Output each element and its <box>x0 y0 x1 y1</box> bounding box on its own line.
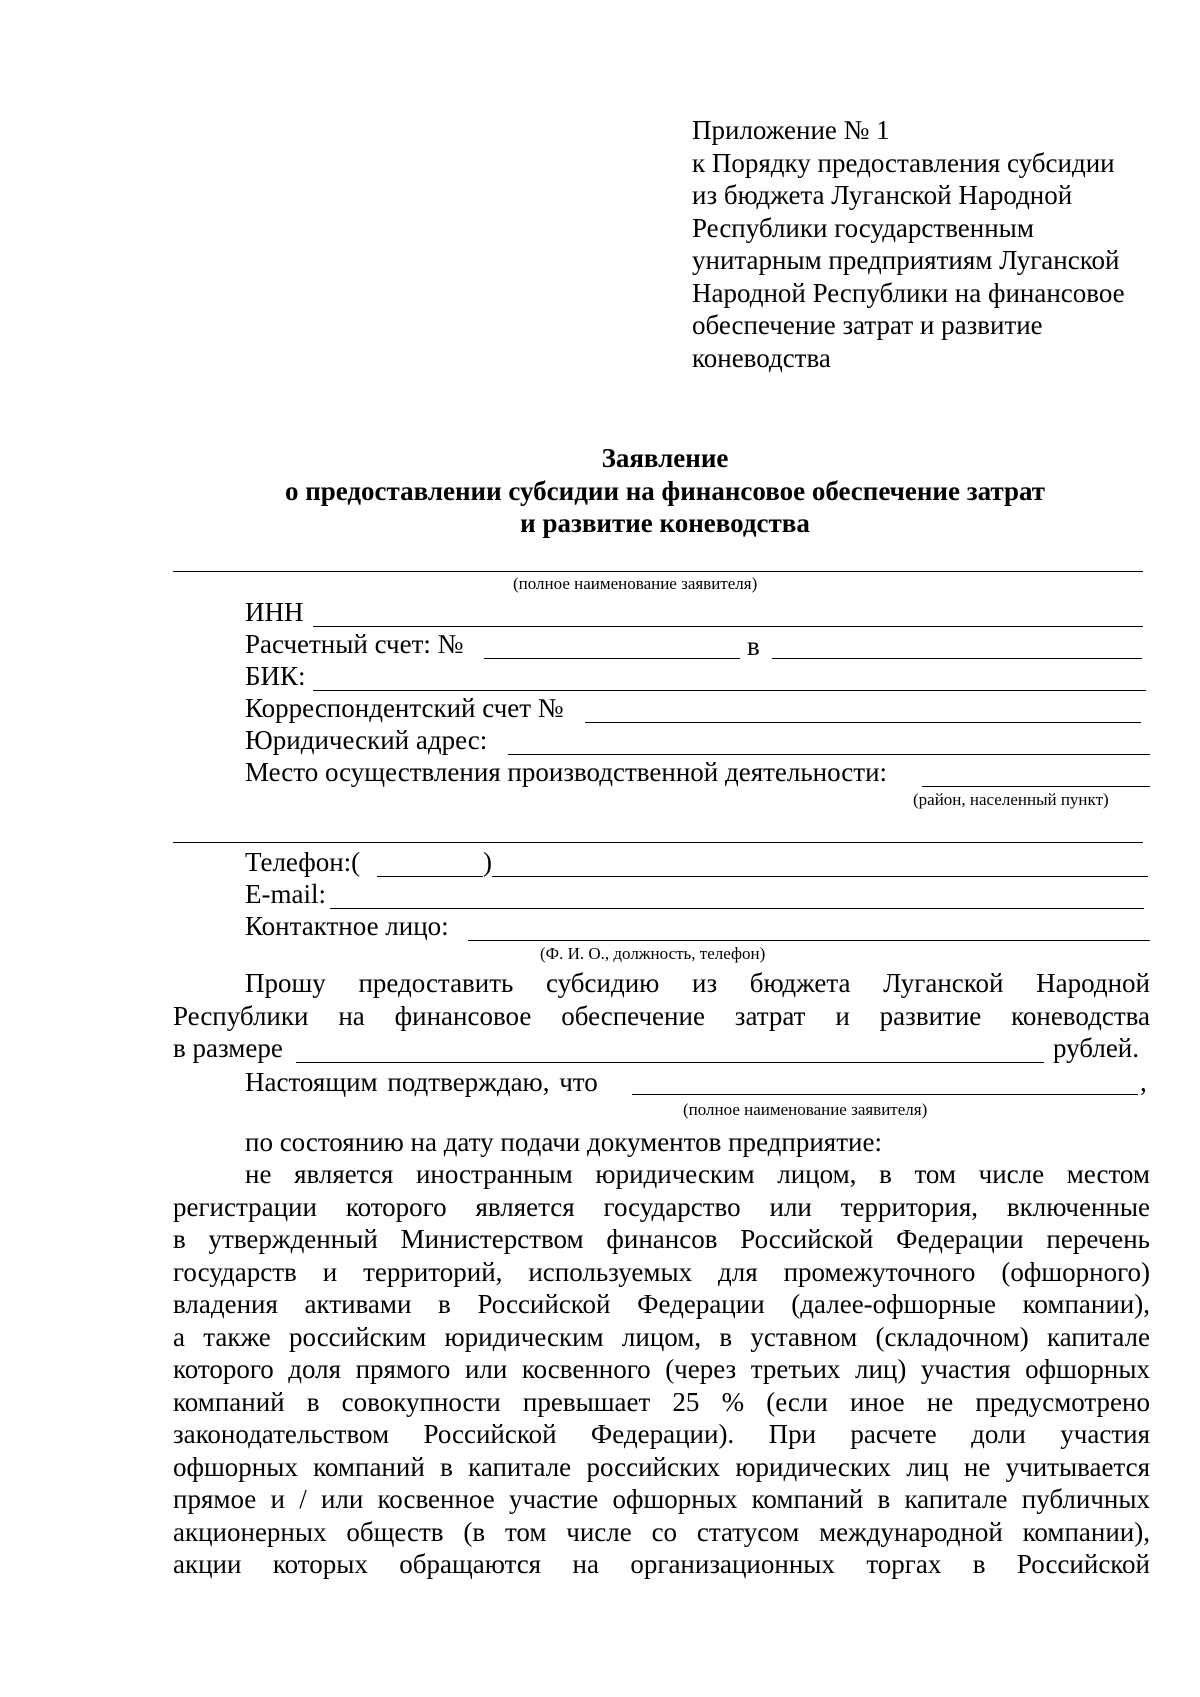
request-line: Республики на финансовое обеспечение затрат и развитие коневодства <box>173 1000 1150 1031</box>
email-label: E-mail: <box>245 879 326 909</box>
title-line: Заявление <box>601 443 729 473</box>
confirm-comma: , <box>1140 1067 1147 1097</box>
inn-field[interactable] <box>313 626 1143 627</box>
account-label: Расчетный счет: № <box>245 629 464 659</box>
corr-account-label: Корреспондентский счет № <box>245 693 564 723</box>
bik-field[interactable] <box>313 690 1146 691</box>
appendix-line: Народной Республики на финансовое <box>692 277 1125 308</box>
production-place-field-continued[interactable] <box>173 842 1143 843</box>
body-line: владения активами в Российской Федерации (далее-офшорные компании), <box>173 1289 1150 1319</box>
appendix-line: из бюджета Луганской Народной <box>692 180 1073 210</box>
body-line: акции которых обращаются на организационных торгах в Российской <box>173 1549 1150 1579</box>
applicant-name-field[interactable] <box>173 571 1143 572</box>
applicant-name-caption: (полное наименование заявителя) <box>513 574 758 593</box>
corr-account-field[interactable] <box>585 722 1141 723</box>
body-line: офшорных компаний в капитале российских юридических лиц не учитывается <box>173 1451 1150 1482</box>
body-line: а также российским юридическим лицом, в уставном (складочном) капитале <box>173 1321 1150 1352</box>
body-line: не является иностранным юридическим лицом, в том числе местом <box>245 1159 1150 1189</box>
appendix-line: Приложение № 1 <box>692 115 890 145</box>
production-place-field[interactable] <box>922 786 1150 787</box>
confirm-applicant-field[interactable] <box>632 1094 1138 1095</box>
legal-address-label: Юридический адрес: <box>245 725 488 755</box>
production-place-label: Место осуществления производственной деятельности: <box>245 757 888 787</box>
account-bank-field[interactable] <box>772 658 1142 659</box>
legal-address-field[interactable] <box>508 754 1150 755</box>
appendix-line: коневодства <box>692 342 831 373</box>
body-line: которого доля прямого или косвенного (через третьих лиц) участия офшорных <box>173 1354 1150 1384</box>
appendix-line: обеспечение затрат и развитие <box>692 310 1043 340</box>
production-place-caption: (район, населенный пункт) <box>913 790 1109 809</box>
amount-suffix: рублей. <box>1053 1033 1140 1063</box>
appendix-header <box>692 114 1162 374</box>
confirm-applicant-caption: (полное наименование заявителя) <box>683 1100 928 1119</box>
state-line: по состоянию на дату подачи документов предприятие: <box>245 1127 882 1157</box>
body-line: законодательством Российской Федерации). При расчете доли участия <box>173 1419 1150 1449</box>
body-line: государств и территорий, используемых для промежуточного (офшорного) <box>173 1256 1150 1287</box>
email-field[interactable] <box>330 908 1144 909</box>
body-line: компаний в совокупности превышает 25 % (если иное не предусмотрено <box>173 1386 1150 1417</box>
phone-number-field[interactable] <box>492 876 1148 877</box>
title-line: и развитие коневодства <box>520 508 810 538</box>
body-line: акционерных обществ (в том числе со статусом международной компании), <box>173 1516 1150 1547</box>
bik-label: БИК: <box>245 661 306 691</box>
phone-close-paren: ) <box>483 847 492 877</box>
amount-field[interactable] <box>296 1062 1044 1063</box>
body-line: регистрации которого является государство или территория, включенные <box>173 1191 1150 1222</box>
account-bank-label: в <box>747 631 760 661</box>
contact-person-label: Контактное лицо: <box>245 911 449 941</box>
title-line: о предоставлении субсидии на финансовое обеспечение затрат <box>284 475 1046 506</box>
appendix-line: к Порядку предоставления субсидии <box>692 147 1115 178</box>
inn-label: ИНН <box>245 597 304 627</box>
request-paragraph <box>173 967 1150 1032</box>
request-line: Прошу предоставить субсидию из бюджета Луганской Народной <box>245 968 1150 998</box>
confirm-prefix: Настоящим подтверждаю, что <box>245 1067 598 1097</box>
contact-person-field[interactable] <box>468 940 1150 941</box>
contact-person-caption: (Ф. И. О., должность, телефон) <box>540 944 766 963</box>
document-title <box>170 442 1160 540</box>
account-number-field[interactable] <box>484 658 740 659</box>
appendix-line: унитарным предприятиям Луганской <box>692 245 1120 275</box>
amount-prefix: в размере <box>173 1033 283 1063</box>
body-line: прямое и / или косвенное участие офшорных компаний в капитале публичных <box>173 1484 1150 1514</box>
phone-code-field[interactable] <box>377 876 483 877</box>
appendix-line: Республики государственным <box>692 212 1034 243</box>
body-line: в утвержденный Министерством финансов Российской Федерации перечень <box>173 1224 1150 1254</box>
phone-label: Телефон:( <box>245 847 361 877</box>
body-paragraph <box>173 1158 1150 1581</box>
